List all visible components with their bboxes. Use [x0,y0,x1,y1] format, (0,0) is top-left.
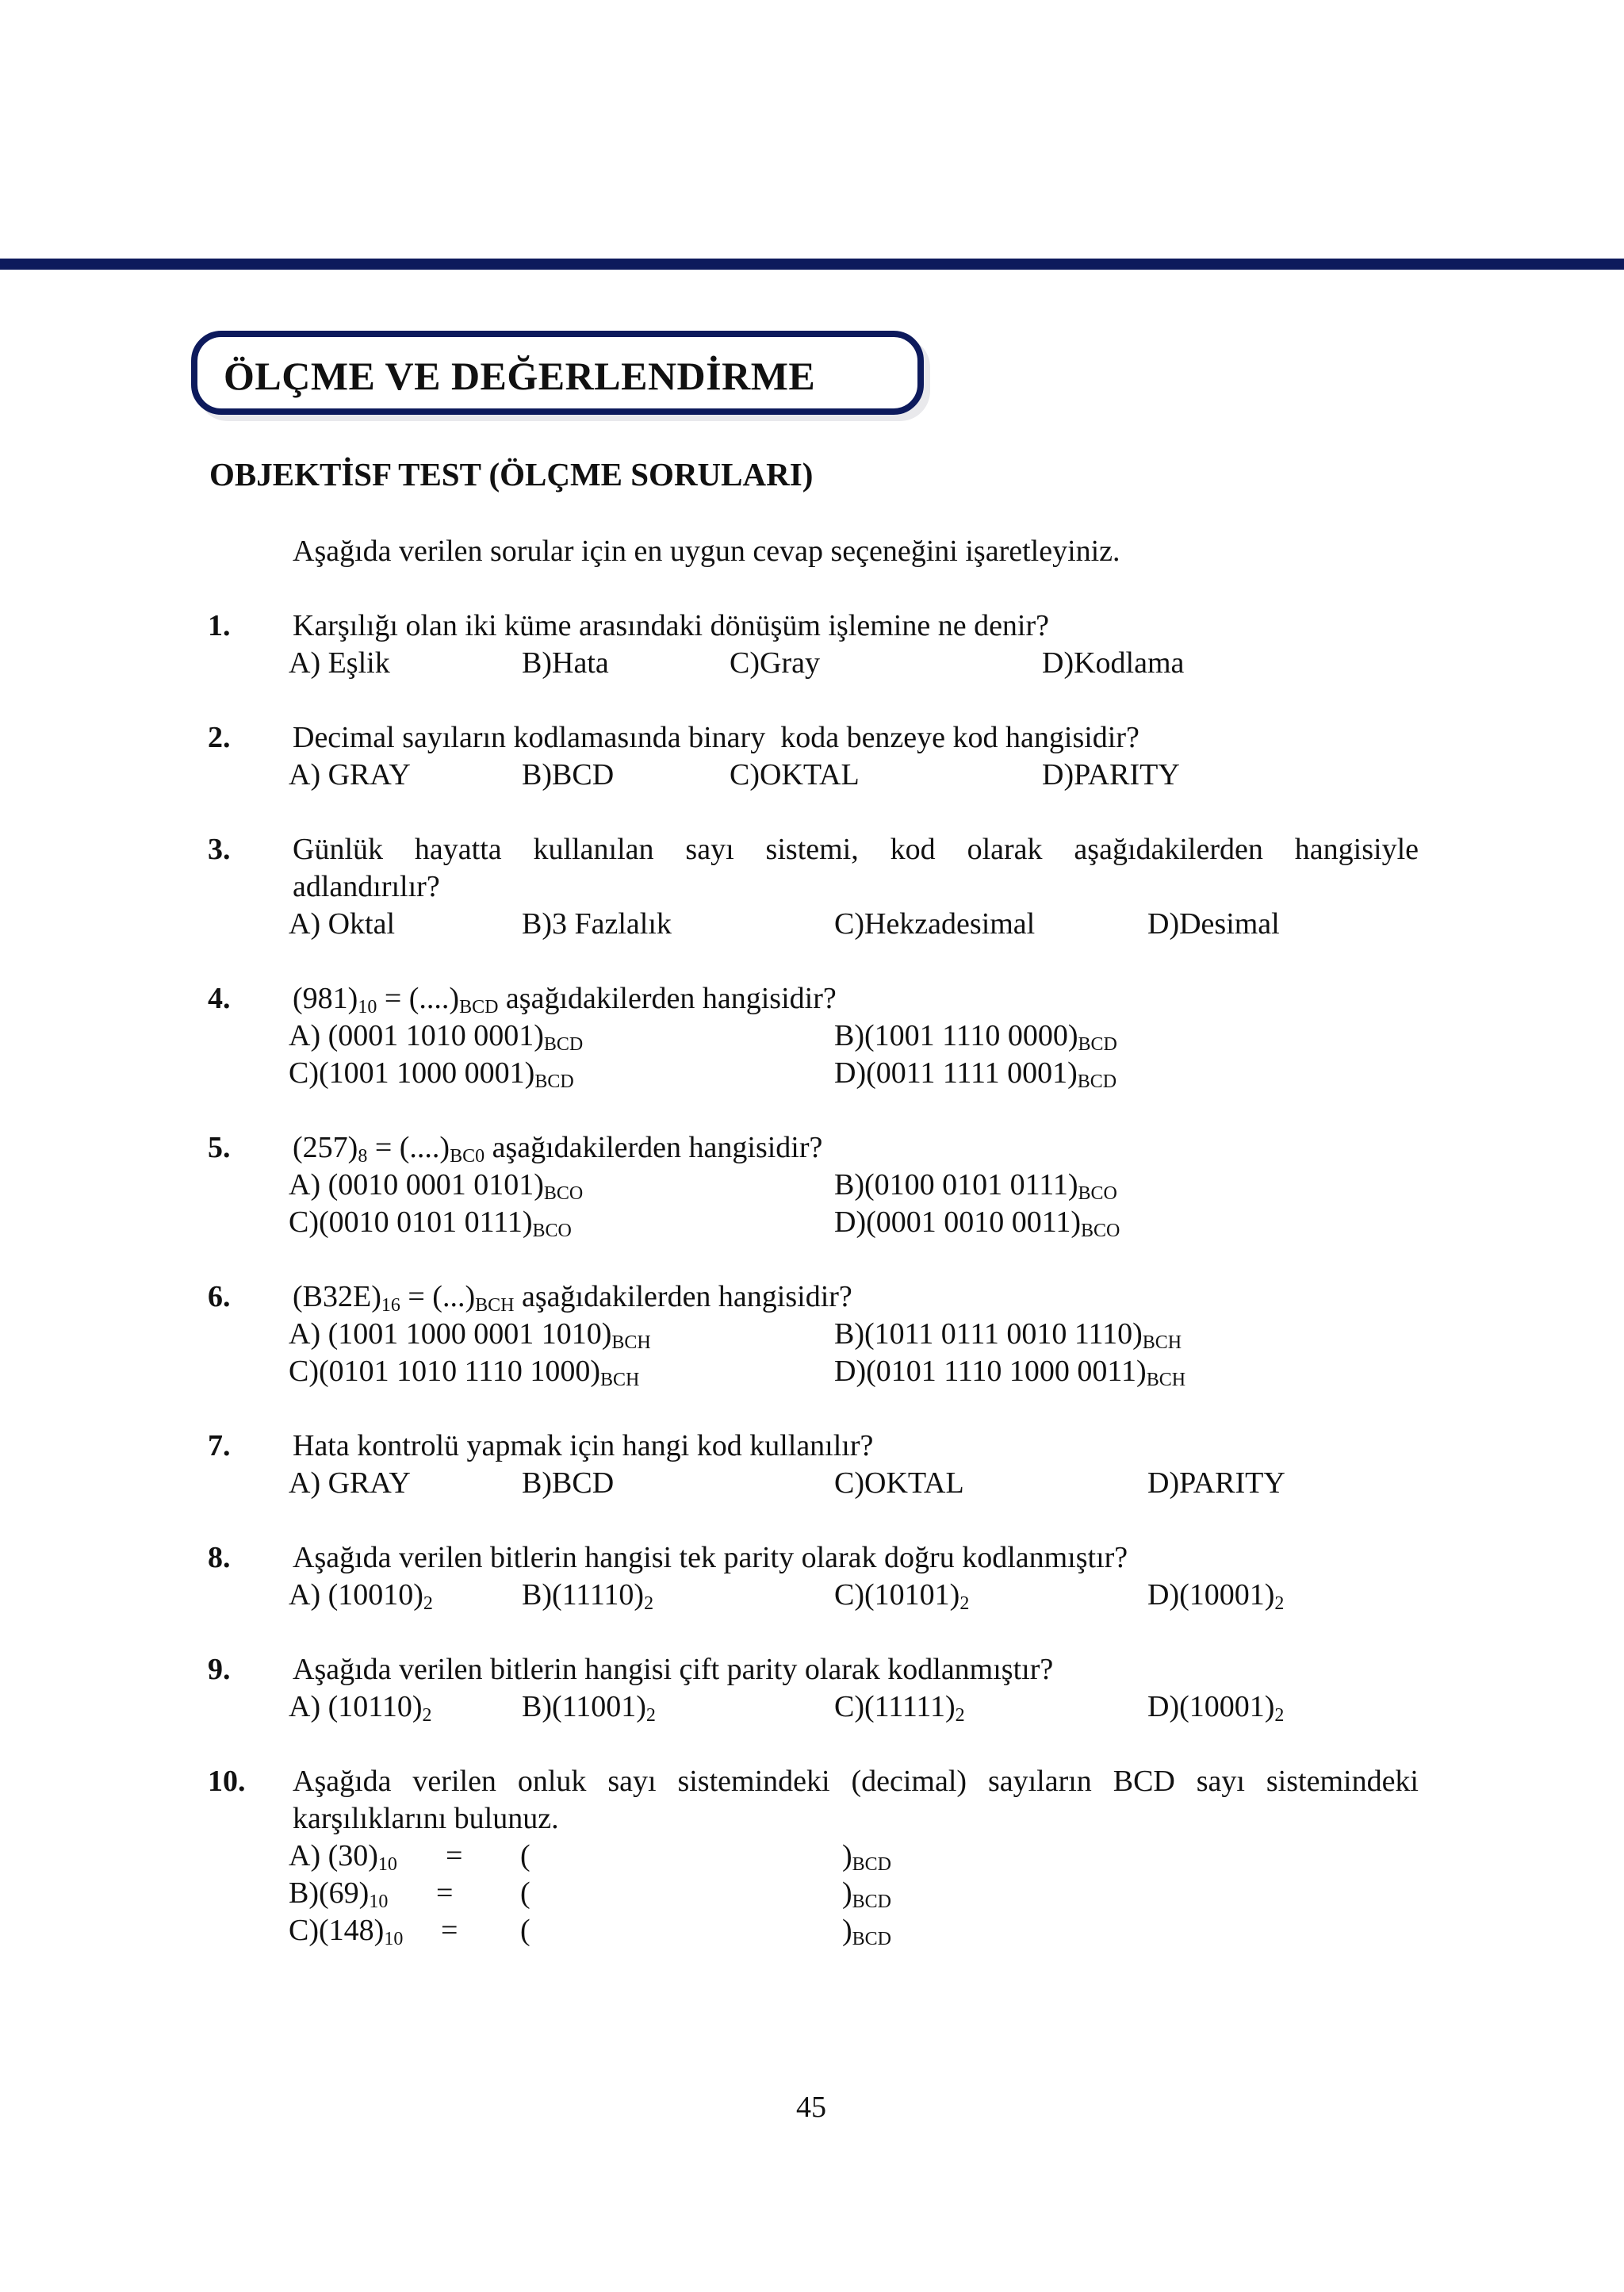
question-text-continued: karşılıklarını bulunuz. [293,1802,559,1835]
answer-close-paren: )$_{BCD}$ [842,1876,892,1912]
answer-close-paren: )$_{BCD}$ [842,1839,892,1875]
option-c: C)(0101 1010 1110 $1000)_{BCH}$ [289,1355,640,1390]
conversion-label: $B)(69)_{10}$ [289,1876,389,1912]
option-c: $C)(10101)_2$ [834,1578,970,1614]
option-a: A) GRAY [289,1466,411,1500]
answer-open-paren: ( [520,1839,530,1872]
option-b: B)(0100 0101 $0111)_{BCO}$ [834,1168,1117,1204]
question-text: Aşağıda verilen bitlerin hangisi çift parity olarak kodlanmıştır? [293,1653,1054,1686]
page-title: ÖLÇME VE DEĞERLENDİRME [224,354,816,398]
option-a: A) $(10110)_2$ [289,1690,432,1726]
question-number: 8. [208,1541,231,1574]
option-a: A) GRAY [289,758,411,791]
question-text: $(B32E)_{16} = (...)_{BCH}$ aşağıdakilerden hangisidir? [293,1280,852,1316]
answer-close-paren: )$_{BCD}$ [842,1914,892,1949]
option-d: $D)(10001)_2$ [1147,1690,1285,1726]
header-rule [0,259,1624,270]
option-d: D)(0011 1111 $0001)_{BCD}$ [834,1056,1117,1092]
question-text: Aşağıda verilen onluk sayı sistemindeki (decimal) sayıların BCD sayı sistemindeki [293,1765,1419,1798]
option-a: A) (0010 0001 $0101)_{BCO}$ [289,1168,584,1204]
option-b: B)BCD [522,1466,615,1500]
option-a: A) (0001 1010 $0001)_{BCD}$ [289,1019,584,1055]
option-c: C)(0010 0101 $0111)_{BCO}$ [289,1205,572,1241]
option-d: D)(0101 1110 1000 $0011)_{BCH}$ [834,1355,1186,1390]
option-b: B)(1011 0111 0010 $1110)_{BCH}$ [834,1317,1182,1353]
question-text: Hata kontrolü yapmak için hangi kod kullanılır? [293,1429,874,1462]
option-d: D)Desimal [1147,907,1280,941]
question-number: 9. [208,1653,231,1686]
question-text: Aşağıda verilen bitlerin hangisi tek parity olarak doğru kodlanmıştır? [293,1541,1128,1574]
question-number: 7. [208,1429,231,1462]
question-number: 4. [208,982,231,1015]
question-text: Günlük hayatta kullanılan sayı sistemi, kod olarak aşağıdakilerden hangisiyle [293,833,1419,866]
question-text: Decimal sayıların kodlamasında binary koda benzeye kod hangisidir? [293,721,1139,754]
option-b: B)Hata [522,646,609,680]
instruction-text: Aşağıda verilen sorular için en uygun cevap seçeneğini işaretleyiniz. [293,535,1120,568]
option-a: A) (1001 1000 0001 $1010)_{BCH}$ [289,1317,651,1353]
option-d: D)(0001 0010 $0011)_{BCO}$ [834,1205,1120,1241]
conversion-label: A) $(30)_{10}$ [289,1839,397,1875]
option-b: B)(1001 1110 $0000)_{BCD}$ [834,1019,1117,1055]
option-c: C)Gray [730,646,820,680]
equals-sign: = [436,1876,454,1910]
option-d: D)PARITY [1042,758,1180,791]
option-a: A) Oktal [289,907,396,941]
option-c: $C)(11111)_2$ [834,1690,965,1726]
option-c: C)(1001 1000 $0001)_{BCD}$ [289,1056,574,1092]
option-d: D)Kodlama [1042,646,1185,680]
equals-sign: = [441,1914,458,1947]
option-a: A) Eşlik [289,646,390,680]
option-c: C)Hekzadesimal [834,907,1036,941]
option-c: C)OKTAL [730,758,860,791]
option-b: $B)(11110)_2$ [522,1578,654,1614]
question-number: 1. [208,609,231,642]
answer-open-paren: ( [520,1914,530,1947]
option-d: $D)(10001)_2$ [1147,1578,1285,1614]
equals-sign: = [446,1839,463,1872]
question-number: 2. [208,721,231,754]
question-number: 5. [208,1131,231,1164]
question-text-continued: adlandırılır? [293,870,440,903]
section-subtitle: OBJEKTİSF TEST (ÖLÇME SORULARI) [209,456,814,493]
question-number: 10. [208,1765,246,1798]
page-number: 45 [796,2091,826,2124]
answer-open-paren: ( [520,1876,530,1910]
option-b: B)BCD [522,758,615,791]
question-text: Karşılığı olan iki küme arasındaki dönüşüm işlemine ne denir? [293,609,1050,642]
option-b: B)3 Fazlalık [522,907,672,941]
question-text: $(981)_{10} = (....)_{BCD}$ aşağıdakilerden hangisidir? [293,982,837,1018]
conversion-label: $C)(148)_{10}$ [289,1914,404,1949]
option-d: D)PARITY [1147,1466,1285,1500]
option-a: A) $(10010)_2$ [289,1578,433,1614]
option-c: C)OKTAL [834,1466,964,1500]
question-text: $(257)_8 = (....)_{BC0}$ aşağıdakilerden hangisidir? [293,1131,823,1167]
question-number: 3. [208,833,231,866]
question-number: 6. [208,1280,231,1313]
option-b: $B)(11001)_2$ [522,1690,656,1726]
